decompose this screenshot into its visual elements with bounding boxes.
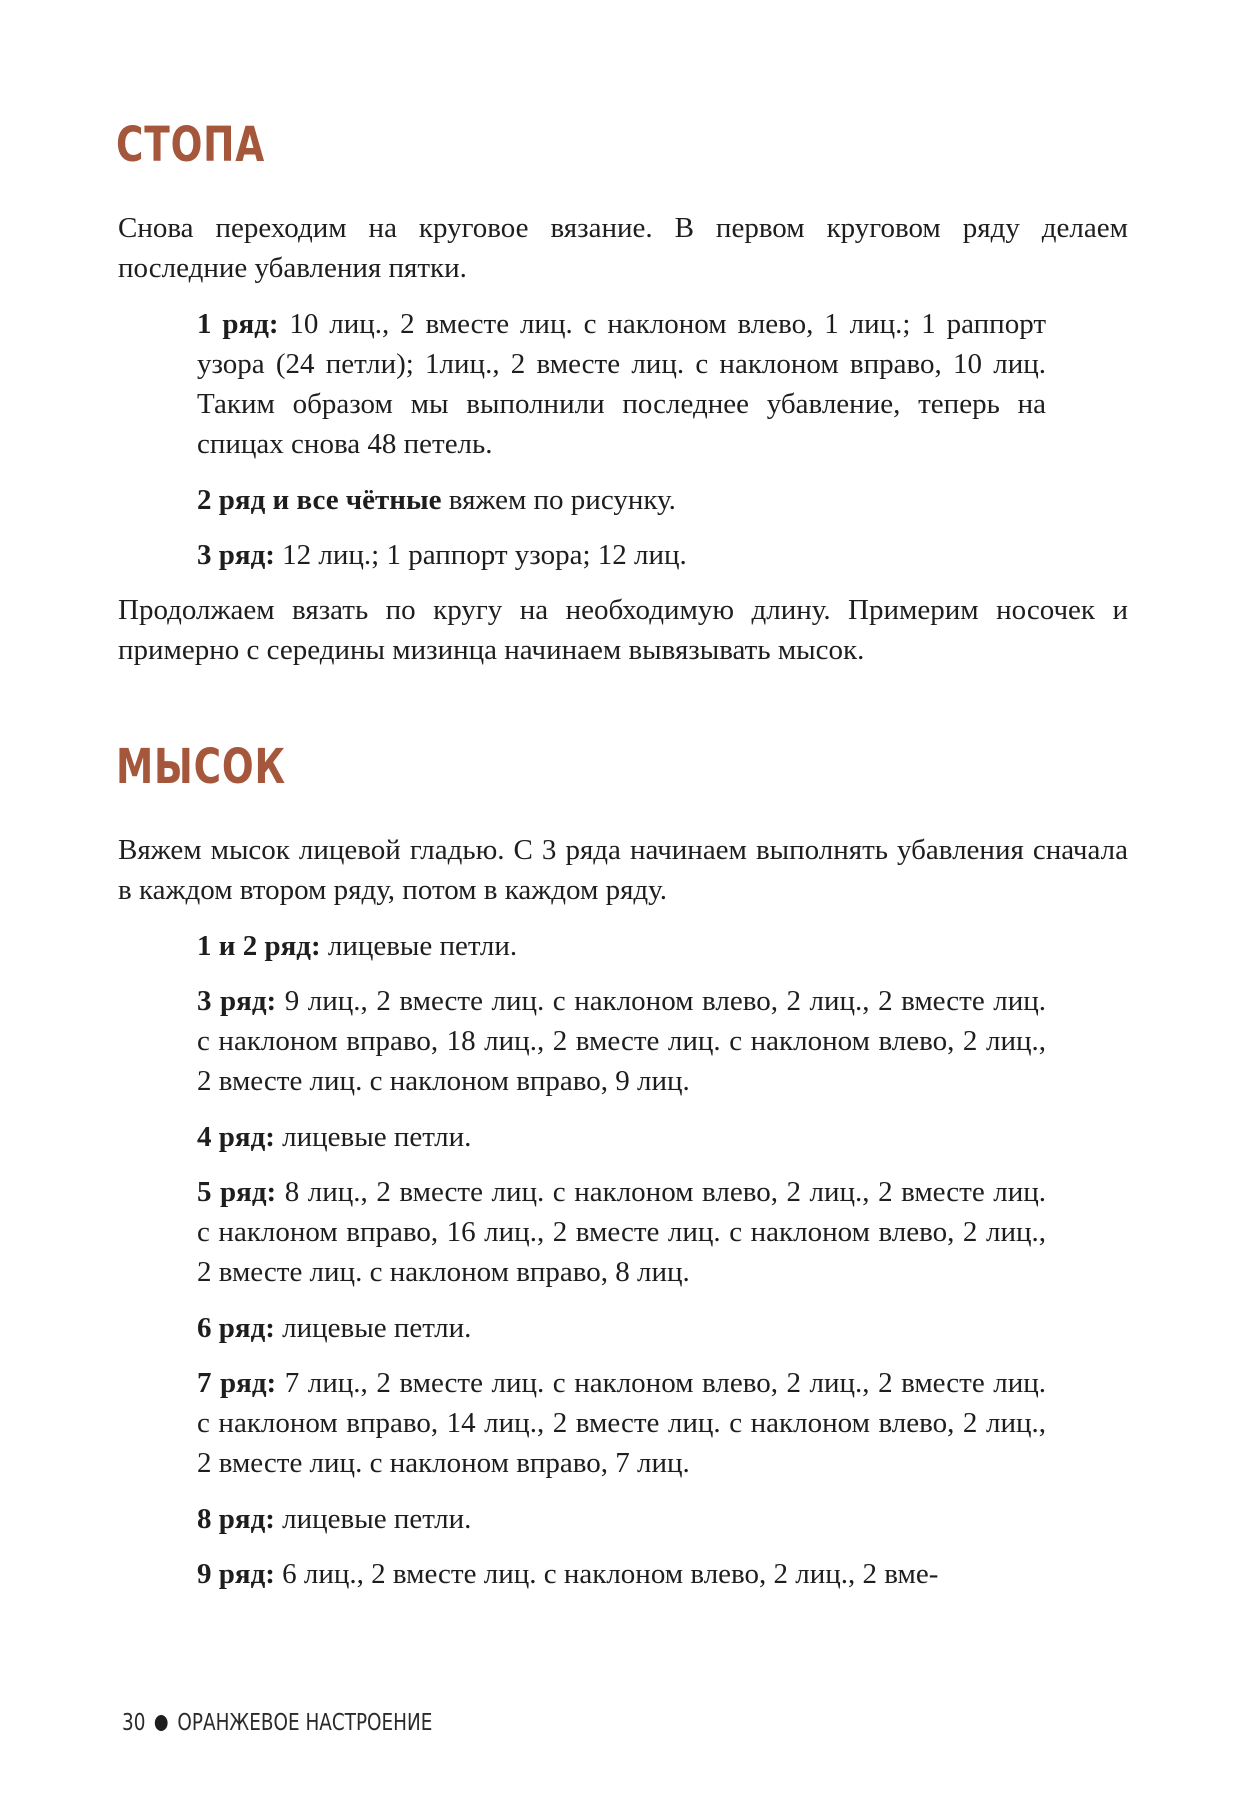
row-text: 12 лиц.; 1 раппорт узора; 12 лиц. (274, 539, 687, 571)
mysok-row-1-2 (197, 926, 1046, 966)
row-text: 9 лиц., 2 вместе лиц. с наклоном влево, 2 лиц., 2 вместе лиц. с наклоном вправо, 18 лиц., 2 вместе лиц. с наклоном влево, 2 лиц., 2 вместе лиц. с наклоном вправо, 9 лиц. (197, 985, 1047, 1097)
mysok-row-9 (197, 1554, 1046, 1594)
stopa-intro: Снова переходим на круговое вязание. В первом круговом ряду делаем последние убавления пятки. (118, 212, 1128, 284)
bullet-dot-icon (155, 1715, 168, 1731)
stopa-row-3 (197, 535, 1046, 575)
mysok-row-3 (197, 981, 1046, 1101)
row-label: 4 ряд: (197, 1121, 275, 1153)
row-label: 1 ряд: (197, 308, 279, 340)
mysok-row-6 (197, 1308, 1046, 1348)
row-label: 8 ряд: (197, 1503, 275, 1535)
mysok-intro: Вяжем мысок лицевой гладью. С 3 ряда начинаем выполнять убавления сначала в каждом втором ряду, потом в каждом ряду. (118, 834, 1128, 906)
row-label: 6 ряд: (197, 1312, 275, 1344)
stopa-row-2 (197, 480, 1046, 520)
book-title: ОРАНЖЕВОЕ НАСТРОЕНИЕ (177, 1710, 433, 1736)
mysok-row-7 (197, 1363, 1046, 1483)
page-footer (122, 1710, 432, 1736)
row-label: 3 ряд: (197, 539, 275, 571)
row-label: 2 ряд и все чётные (197, 484, 442, 516)
row-label: 3 ряд: (197, 985, 277, 1017)
row-label: 5 ряд: (197, 1176, 277, 1208)
row-text: 10 лиц., 2 вместе лиц. с наклоном влево, 1 лиц.; 1 раппорт узора (24 петли); 1лиц., 2 вместе лиц. с наклоном вправо, 10 лиц. Таким образом мы выполнили последнее убавление, теперь на спицах снова 48 петель. (197, 308, 1046, 460)
row-text: лицевые петли. (274, 1121, 472, 1153)
row-text: лицевые петли. (274, 1503, 472, 1535)
page-number: 30 (122, 1710, 146, 1736)
row-label: 9 ряд: (197, 1558, 275, 1590)
mysok-row-8 (197, 1499, 1046, 1539)
section-title-mysok: МЫСОК (116, 739, 286, 795)
row-label: 7 ряд: (197, 1367, 277, 1399)
row-text: 7 лиц., 2 вместе лиц. с наклоном влево, 2 лиц., 2 вместе лиц. с наклоном вправо, 14 лиц., 2 вместе лиц. с наклоном влево, 2 лиц., 2 вместе лиц. с наклоном вправо, 7 лиц. (197, 1367, 1047, 1479)
mysok-row-5 (197, 1172, 1046, 1292)
section-title-stopa: СТОПА (116, 117, 266, 173)
row-text: лицевые петли. (274, 1312, 472, 1344)
row-label: 1 и 2 ряд: (197, 930, 321, 962)
row-text: 6 лиц., 2 вместе лиц. с наклоном влево, 2 лиц., 2 вме- (274, 1558, 939, 1590)
stopa-outro: Продолжаем вязать по кругу на необходимую длину. Примерим носочек и примерно с середины мизинца начинаем вывязывать мысок. (118, 594, 1128, 666)
row-text: вяжем по рисунку. (441, 484, 676, 516)
stopa-row-1 (197, 304, 1046, 464)
row-text: лицевые петли. (320, 930, 518, 962)
row-text: 8 лиц., 2 вместе лиц. с наклоном влево, 2 лиц., 2 вместе лиц. с наклоном вправо, 16 лиц., 2 вместе лиц. с наклоном влево, 2 лиц., 2 вместе лиц. с наклоном вправо, 8 лиц. (197, 1176, 1047, 1288)
mysok-row-4 (197, 1117, 1046, 1157)
